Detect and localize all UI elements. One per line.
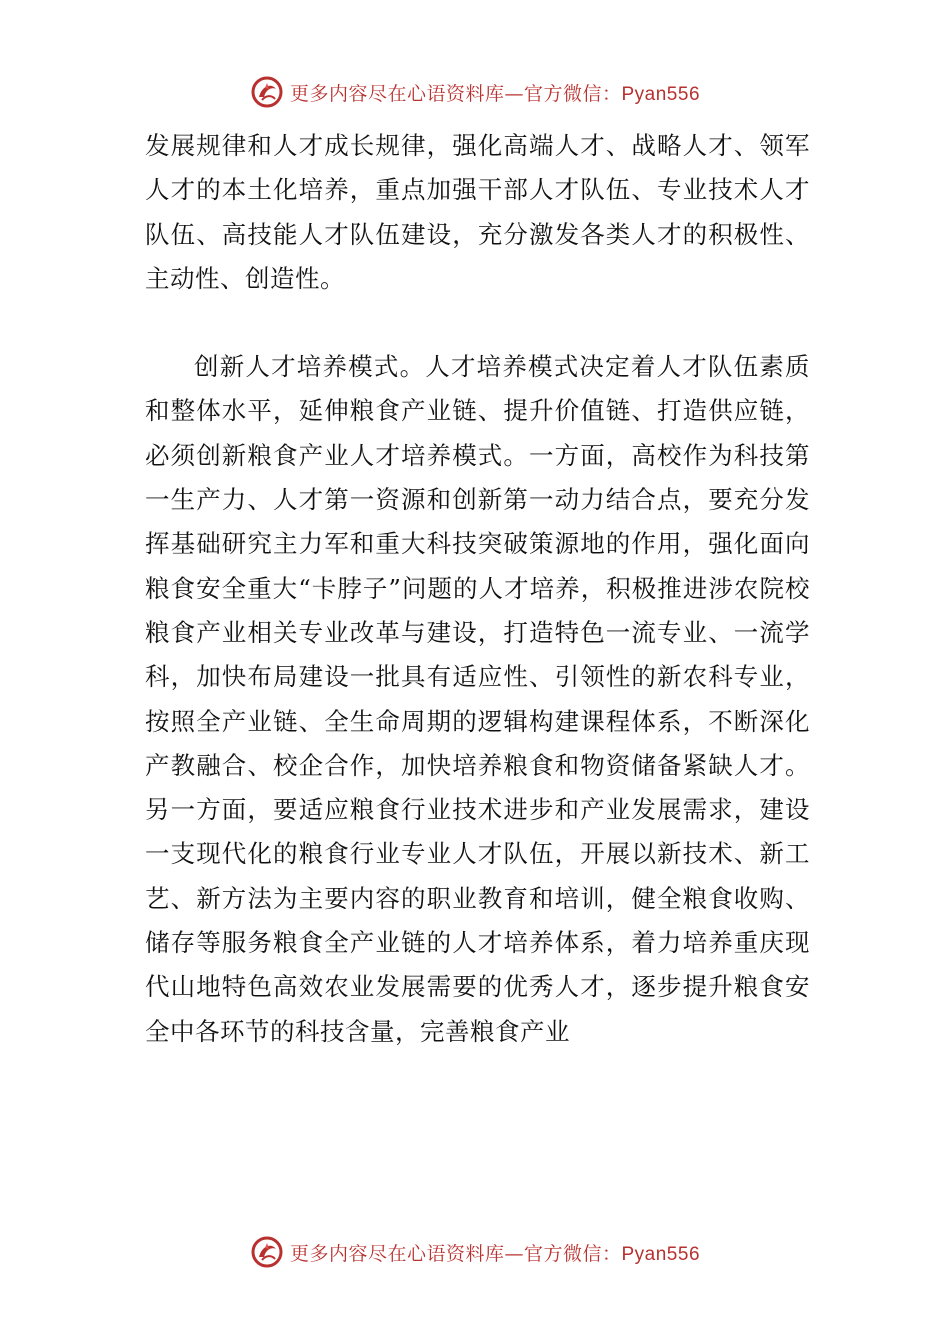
header-text xyxy=(290,79,700,106)
paragraph-gap xyxy=(145,301,810,345)
paragraph-talent-model: 创新人才培养模式。人才培养模式决定着人才队伍素质和整体水平，延伸粮食产业链、提升价值链、打造供应链，必须创新粮食产业人才培养模式。一方面，高校作为科技第一生产力、人才第一资源和创新第一动力结合点，要充分发挥基础研究主力军和重大科技突破策源地的作用，强化面向粮食安全重大“卡脖子”问题的人才培养，积极推进涉农院校粮食产业相关专业改革与建设，打造特色一流专业、一流学科，加快布局建设一批具有适应性、引领性的新农科专业，按照全产业链、全生命周期的逻辑构建课程体系，不断深化产教融合、校企合作，加快培养粮食和物资储备紧缺人才。另一方面，要适应粮食行业技术进步和产业发展需求，建设一支现代化的粮食行业专业人才队伍，开展以新技术、新工艺、新方法为主要内容的职业教育和培训，健全粮食收购、储存等服务粮食全产业链的人才培养体系，着力培养重庆现代山地特色高效农业发展需要的优秀人才，逐步提升粮食安全中各环节的科技含量，完善粮食产业 xyxy=(145,352,810,1046)
header-site-text: 更多内容尽在心语资料库—官方微信： xyxy=(289,82,622,105)
document-body xyxy=(145,124,810,1054)
footer-wechat-id: Pyan556 xyxy=(621,1243,701,1265)
footer-site-text: 更多内容尽在心语资料库—官方微信： xyxy=(289,1242,622,1265)
header-wechat-id: Pyan556 xyxy=(621,83,701,105)
paragraph-continuation: 发展规律和人才成长规律，强化高端人才、战略人才、领军人才的本土化培养，重点加强干部人才队伍、专业技术人才队伍、高技能人才队伍建设，充分激发各类人才的积极性、主动性、创造性。 xyxy=(145,131,810,293)
footer-banner xyxy=(0,1232,950,1272)
red-swirl-logo-icon xyxy=(250,75,284,109)
footer-text xyxy=(290,1239,700,1266)
header-banner xyxy=(0,72,950,112)
red-swirl-logo-icon xyxy=(250,1235,284,1269)
